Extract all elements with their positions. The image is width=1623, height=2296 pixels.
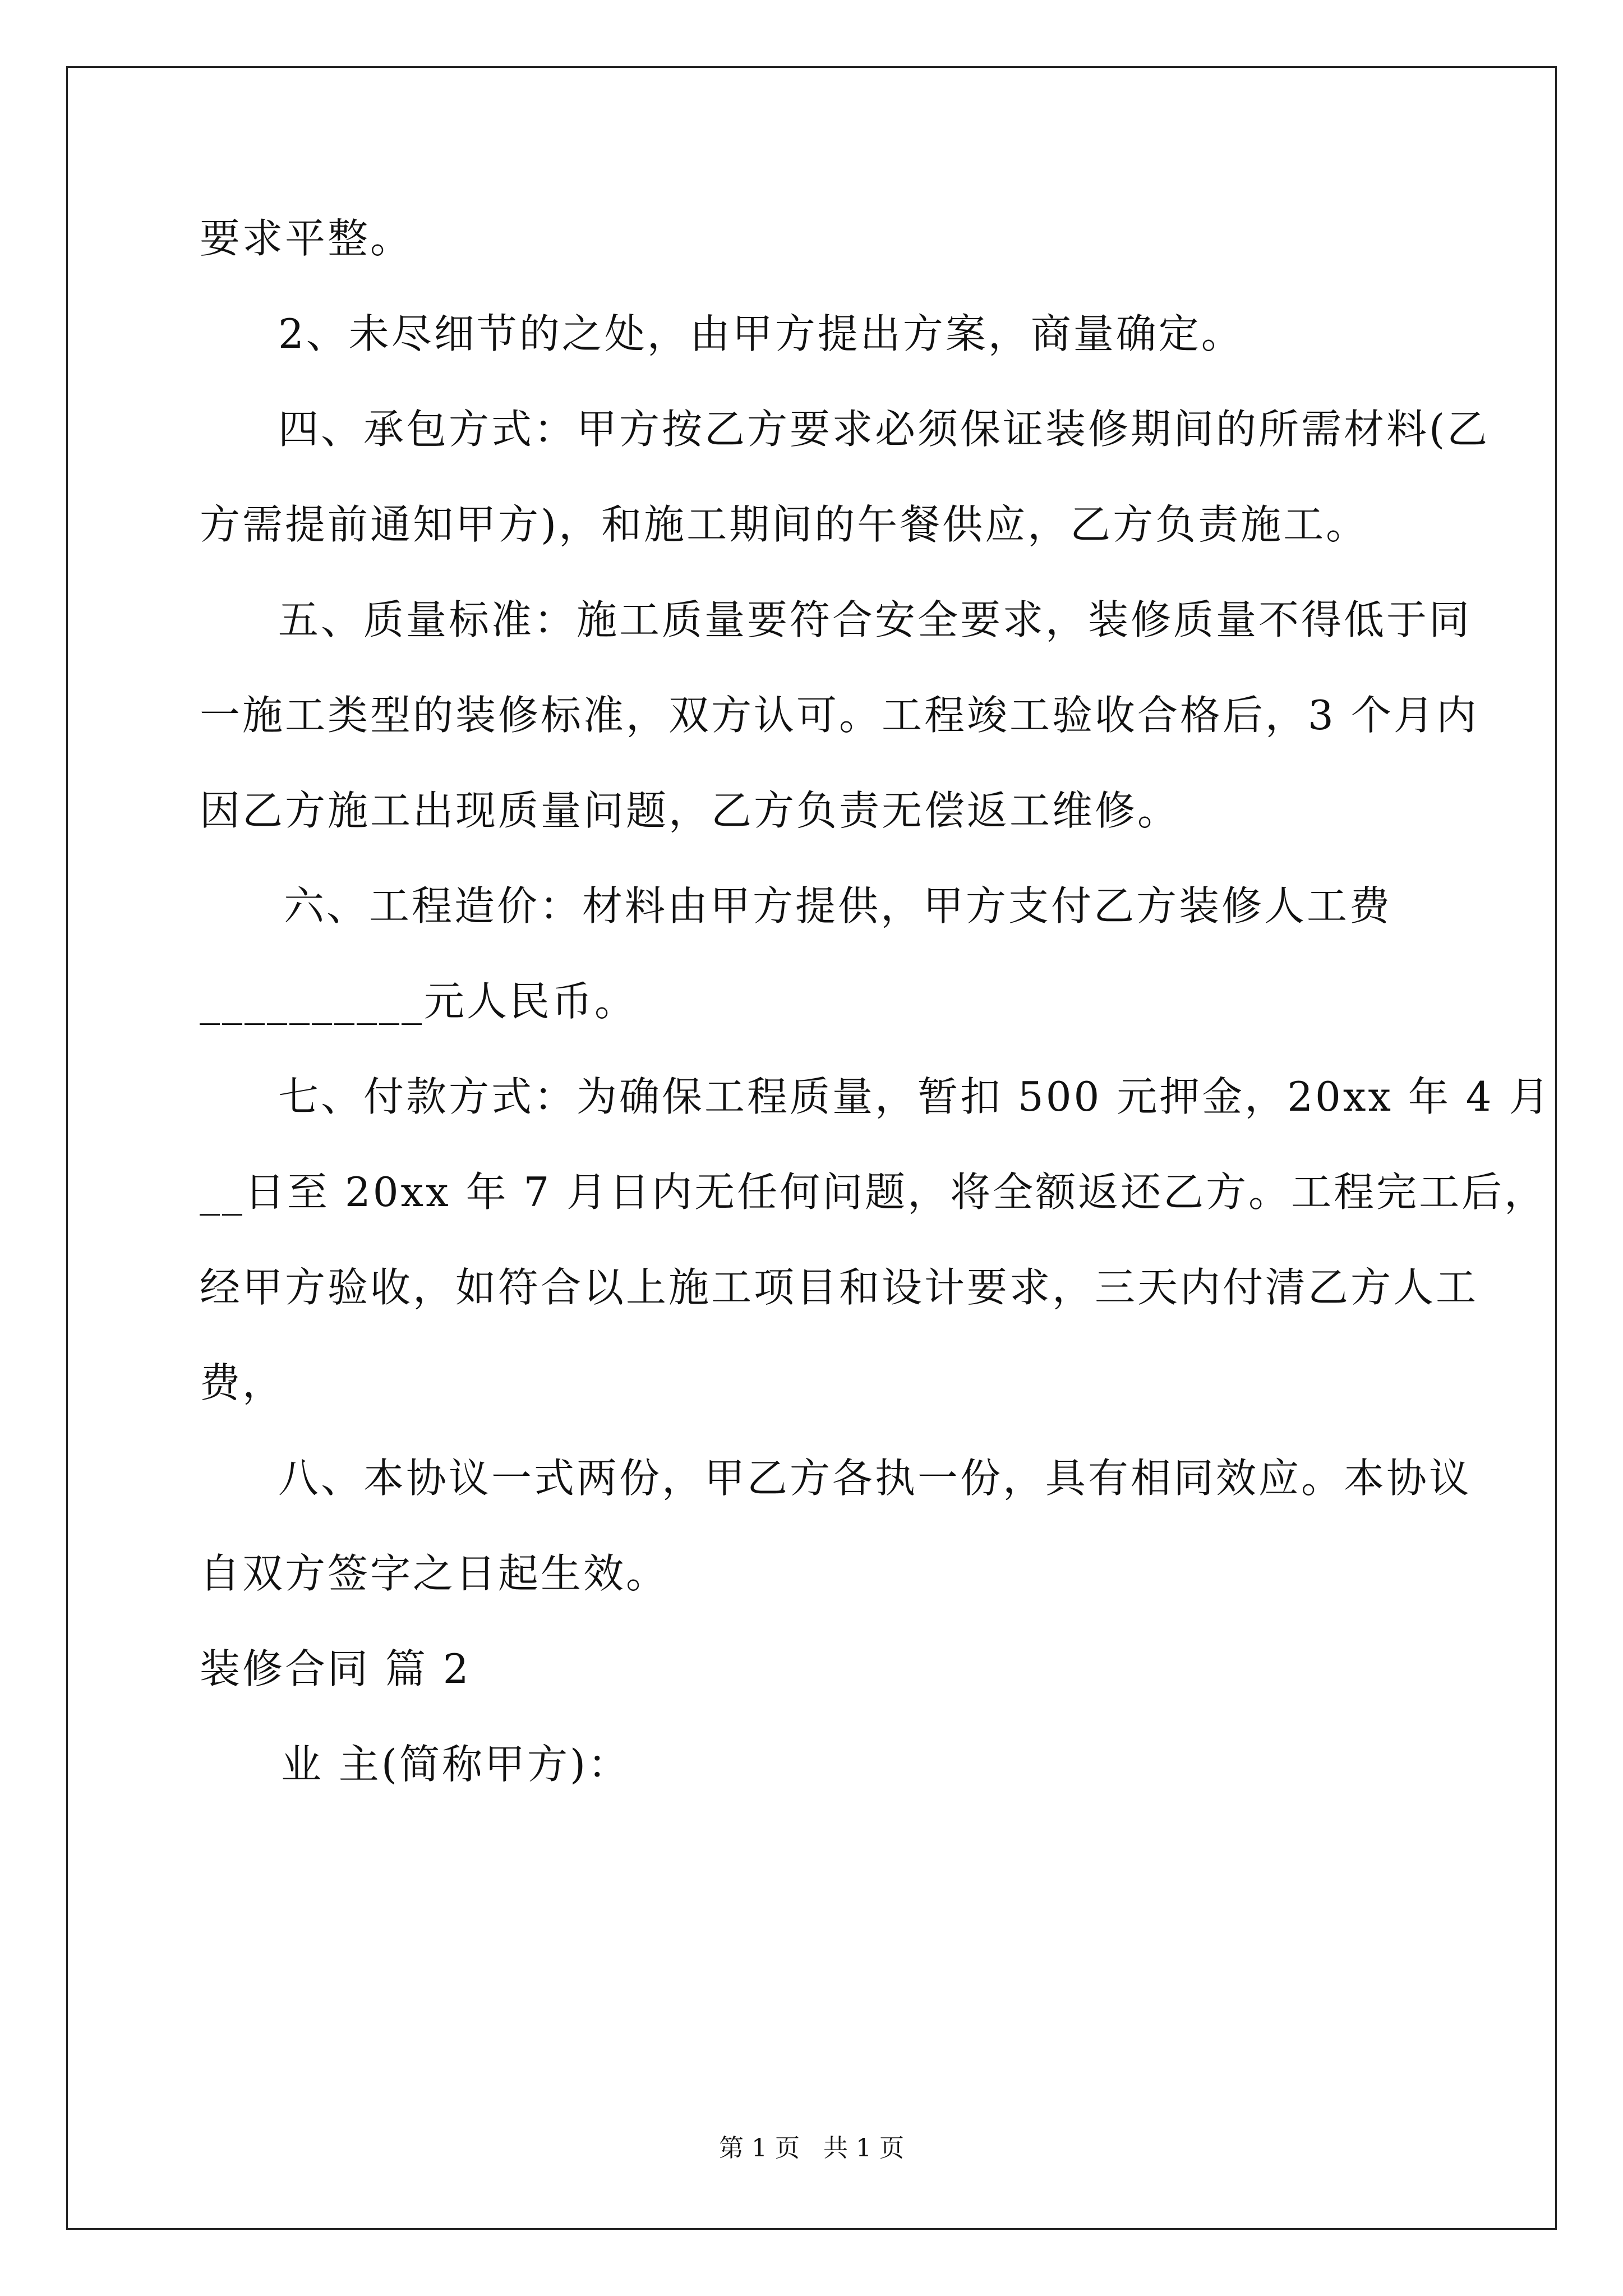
page-footer: 第 1 页 共 1 页 <box>719 2134 904 2162</box>
text-line-7: 因乙方施工出现质量问题，乙方负责无偿返工维修。 <box>200 787 1181 834</box>
text-line-6: 一施工类型的装修标准，双方认可。工程竣工验收合格后，3 个月内 <box>200 692 1479 739</box>
text-line-14: 八、本协议一式两份，甲乙方各执一份，具有相同效应。本协议 <box>278 1455 1472 1502</box>
text-line-10: 七、付款方式：为确保工程质量，暂扣 500 元押金，20xx 年 4 月 <box>278 1073 1552 1120</box>
text-line-9: __________元人民币。 <box>200 978 638 1025</box>
text-line-3: 四、承包方式：甲方按乙方要求必须保证装修期间的所需材料(乙 <box>278 406 1490 453</box>
text-line-4: 方需提前通知甲方)，和施工期间的午餐供应，乙方负责施工。 <box>200 501 1369 548</box>
text-line-17: 业 主(简称甲方)： <box>281 1741 631 1788</box>
text-line-12: 经甲方验收，如符合以上施工项目和设计要求，三天内付清乙方人工 <box>200 1264 1479 1311</box>
text-line-8: 六、工程造价：材料由甲方提供，甲方支付乙方装修人工费 <box>284 882 1393 930</box>
text-line-15: 自双方签字之日起生效。 <box>200 1550 669 1597</box>
section-heading: 装修合同 篇 2 <box>200 1645 471 1692</box>
text-line-13: 费， <box>200 1359 285 1406</box>
text-line-5: 五、质量标准：施工质量要符合安全要求，装修质量不得低于同 <box>278 596 1472 643</box>
page-border <box>66 66 1557 2230</box>
text-line-11: __日至 20xx 年 7 月日内无任何问题，将全额返还乙方。工程完工后， <box>200 1168 1547 1216</box>
text-line-2: 2、未尽细节的之处，由甲方提出方案，商量确定。 <box>278 310 1244 357</box>
text-line-1: 要求平整。 <box>200 215 413 262</box>
